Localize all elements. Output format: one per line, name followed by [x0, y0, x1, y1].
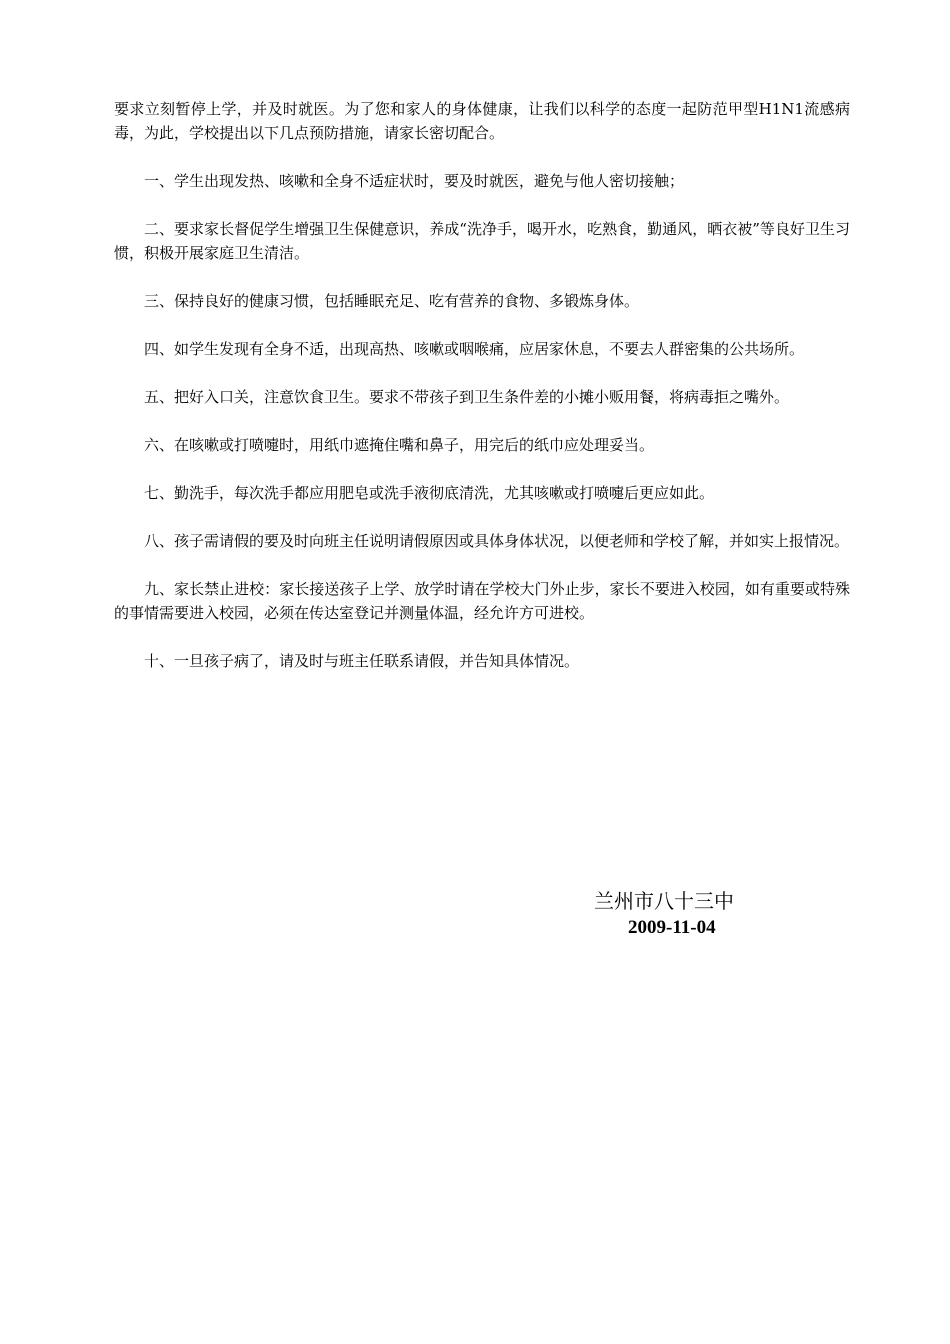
document-body — [114, 97, 850, 697]
school-name: 兰州市八十三中 — [594, 891, 734, 913]
measure-item-9: 九、家长禁止进校：家长接送孩子上学、放学时请在学校大门外止步，家长不要进入校园，如有重要或特殊的事情需要进入校园，必须在传达室登记并测量体温，经允许方可进校。 — [114, 580, 850, 622]
measure-item-8: 八、孩子需请假的要及时向班主任说明请假原因或具体身体状况，以便老师和学校了解，并如实上报情况。 — [144, 532, 850, 550]
measure-item-5: 五、把好入口关，注意饮食卫生。要求不带孩子到卫生条件差的小摊小贩用餐，将病毒拒之嘴外。 — [144, 388, 790, 406]
measure-item-6: 六、在咳嗽或打喷嚏时，用纸巾遮掩住嘴和鼻子，用完后的纸巾应处理妥当。 — [144, 436, 655, 454]
measure-item-4: 四、如学生发现有全身不适，出现高热、咳嗽或咽喉痛，应居家休息，不要去人群密集的公共场所。 — [144, 340, 805, 358]
measure-item-7: 七、勤洗手，每次洗手都应用肥皂或洗手液彻底清洗，尤其咳嗽或打喷嚏后更应如此。 — [144, 484, 715, 502]
measure-item-2: 二、要求家长督促学生增强卫生保健意识，养成“洗净手，喝开水，吃熟食，勤通风，晒衣被”等良好卫生习惯，积极开展家庭卫生清洁。 — [114, 220, 850, 262]
intro-paragraph: 要求立刻暂停上学，并及时就医。为了您和家人的身体健康，让我们以科学的态度一起防范甲型H1N1流感病毒，为此，学校提出以下几点预防措施，请家长密切配合。 — [114, 100, 850, 142]
measure-item-3: 三、保持良好的健康习惯，包括睡眠充足、吃有营养的食物、多锻炼身体。 — [144, 292, 640, 310]
measure-item-1: 一、学生出现发热、咳嗽和全身不适症状时，要及时就医，避免与他人密切接触； — [144, 172, 685, 190]
signature-block — [594, 888, 734, 940]
signature-date: 2009-11-04 — [628, 917, 716, 938]
measure-item-10: 十、一旦孩子病了，请及时与班主任联系请假，并告知具体情况。 — [144, 652, 580, 670]
